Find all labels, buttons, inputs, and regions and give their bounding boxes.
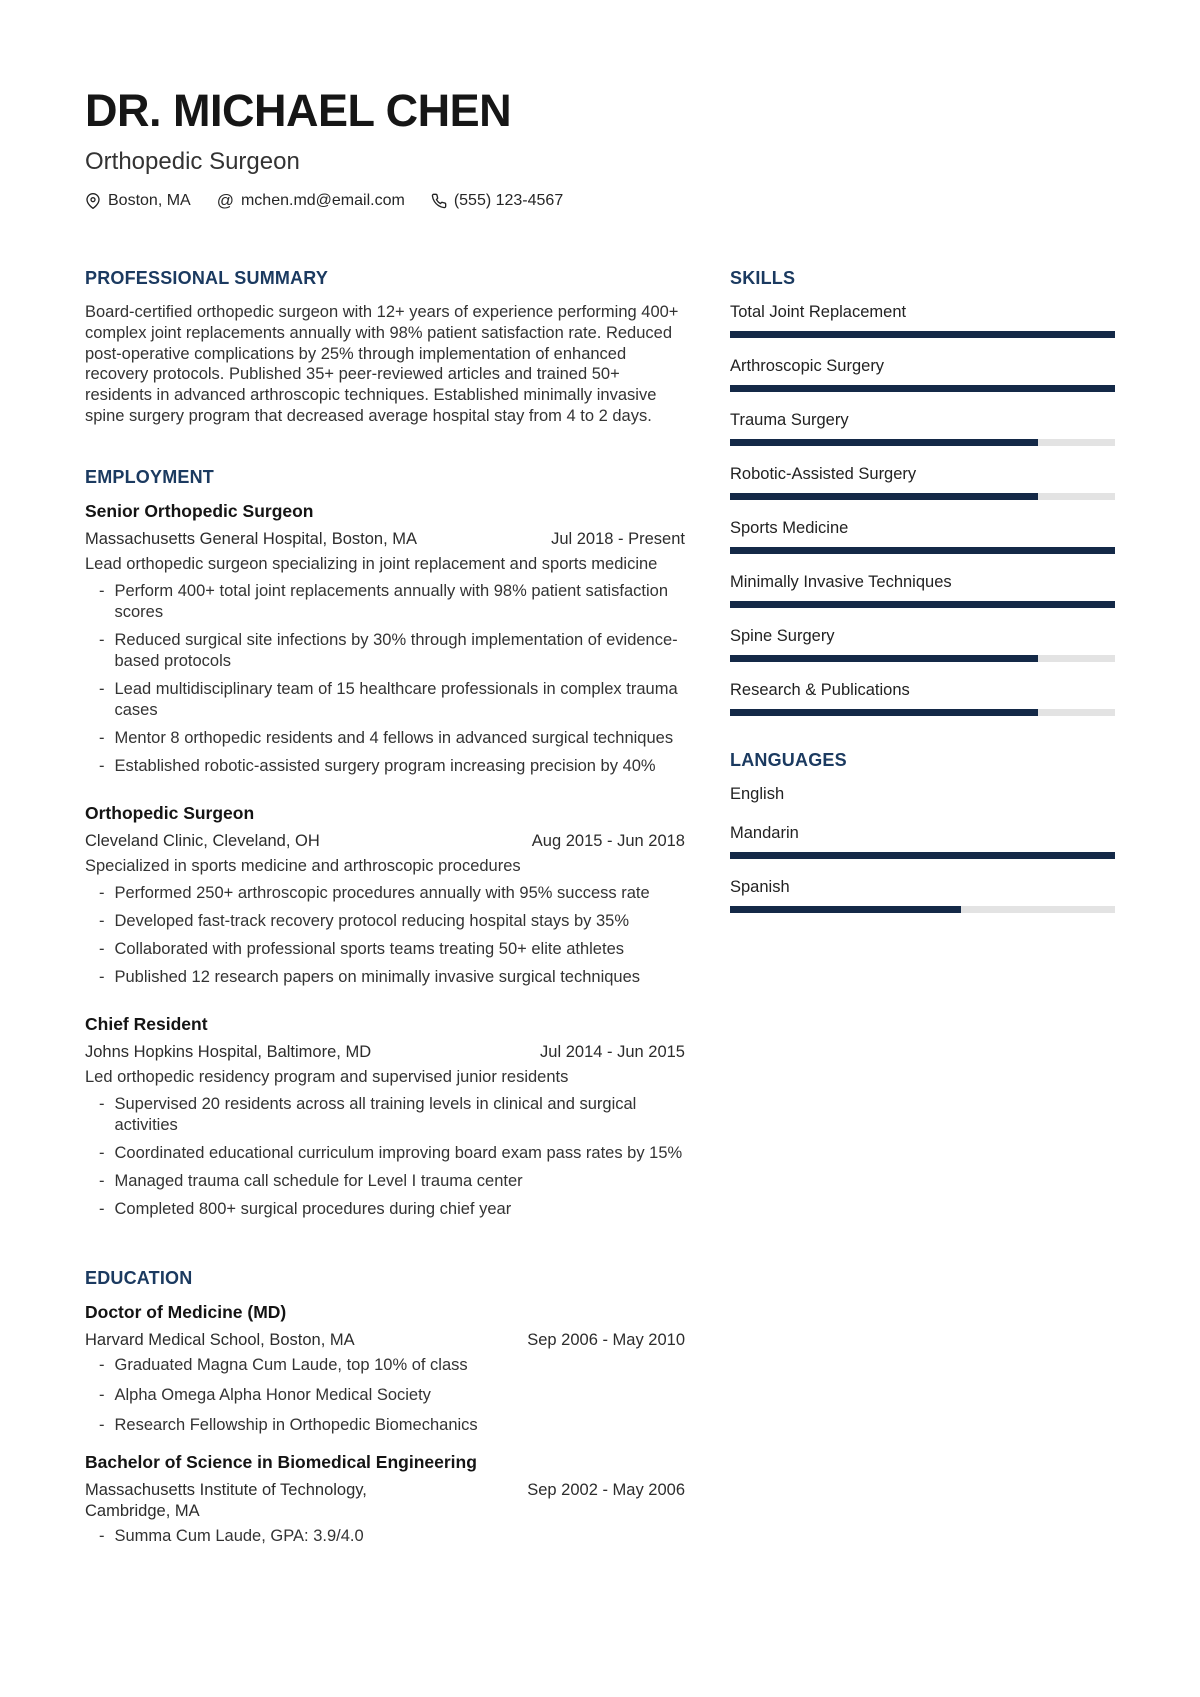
language-label: Mandarin bbox=[730, 824, 799, 842]
skill-bar-fill bbox=[730, 547, 1115, 554]
job-meta bbox=[85, 831, 685, 852]
contact-phone-text: (555) 123-4567 bbox=[453, 192, 564, 209]
job-meta bbox=[85, 1042, 685, 1063]
location-pin-icon bbox=[85, 193, 101, 209]
degree-dates: Sep 2006 - May 2010 bbox=[527, 1330, 685, 1349]
skill-label: Spine Surgery bbox=[730, 627, 835, 645]
job-bullets bbox=[99, 1094, 685, 1220]
skill-label: Research & Publications bbox=[730, 681, 910, 699]
degree-meta bbox=[85, 1330, 685, 1351]
skill-bar-track bbox=[730, 439, 1115, 446]
language-bar-track bbox=[730, 906, 1115, 913]
job-bullet: - Mentor 8 orthopedic residents and 4 fellows in advanced surgical techniques bbox=[99, 728, 685, 749]
degree-title: Doctor of Medicine (MD) bbox=[85, 1301, 287, 1322]
skill-label: Robotic-Assisted Surgery bbox=[730, 465, 917, 483]
languages-heading: LANGUAGES bbox=[730, 750, 847, 770]
language-bar-fill bbox=[730, 906, 961, 913]
skill-label: Minimally Invasive Techniques bbox=[730, 573, 952, 591]
side-column bbox=[730, 268, 1115, 1556]
language-item bbox=[730, 877, 1115, 913]
job-bullet: - Collaborated with professional sports teams treating 50+ elite athletes bbox=[99, 939, 685, 960]
contact-email-text: mchen.md@email.com bbox=[240, 192, 405, 209]
degree-bullet: - Summa Cum Laude, GPA: 3.9/4.0 bbox=[99, 1526, 685, 1547]
job-dates: Jul 2018 - Present bbox=[551, 529, 685, 548]
degree-school: Harvard Medical School, Boston, MA bbox=[85, 1330, 355, 1349]
job-bullet: - Established robotic-assisted surgery program increasing precision by 40% bbox=[99, 756, 685, 777]
job-dates: Aug 2015 - Jun 2018 bbox=[531, 831, 685, 850]
education-heading: EDUCATION bbox=[85, 1267, 193, 1288]
skill-bar-fill bbox=[730, 385, 1115, 392]
degree-bullet: - Research Fellowship in Orthopedic Biomechanics bbox=[99, 1415, 685, 1436]
summary-text: Board-certified orthopedic surgeon with 12+ years of experience performing 400+ complex joint replacements annually with 98% patient satisfaction rate. Reduced post-operative complications by 25% through implementation of enhanced recovery protocols. Published 35+ peer-reviewed articles and trained 50+ residents in advanced arthroscopic techniques. Established minimally invasive spine surgery program that decreased average hospital stay from 4 to 2 days. bbox=[85, 303, 679, 425]
content-columns bbox=[0, 268, 1200, 1556]
job-bullet: - Developed fast-track recovery protocol reducing hospital stays by 35% bbox=[99, 911, 685, 932]
degree-meta bbox=[85, 1480, 685, 1522]
language-label: English bbox=[730, 785, 785, 803]
summary-heading: PROFESSIONAL SUMMARY bbox=[85, 268, 329, 288]
contact-phone bbox=[431, 192, 563, 210]
job-dates: Jul 2014 - Jun 2015 bbox=[540, 1042, 685, 1061]
email-at-icon: @ bbox=[216, 191, 234, 210]
degree-bullets bbox=[99, 1355, 685, 1436]
job-entry bbox=[85, 803, 685, 988]
job-company: Johns Hopkins Hospital, Baltimore, MD bbox=[85, 1042, 372, 1061]
skill-item bbox=[730, 518, 1115, 554]
section-education bbox=[85, 1268, 685, 1547]
degree-dates: Sep 2002 - May 2006 bbox=[527, 1480, 685, 1499]
skill-bar-track bbox=[730, 709, 1115, 716]
job-company: Cleveland Clinic, Cleveland, OH bbox=[85, 831, 320, 850]
candidate-name: DR. MICHAEL CHEN bbox=[85, 85, 512, 136]
language-bar-track bbox=[730, 852, 1115, 859]
skill-item bbox=[730, 680, 1115, 716]
section-skills bbox=[730, 268, 1115, 716]
candidate-job-title: Orthopedic Surgeon bbox=[85, 148, 300, 175]
skill-bar-fill bbox=[730, 655, 1038, 662]
degree-entry bbox=[85, 1452, 685, 1547]
skill-bar-track bbox=[730, 601, 1115, 608]
skill-bar-track bbox=[730, 655, 1115, 662]
job-bullet: - Supervised 20 residents across all training levels in clinical and surgical activities bbox=[99, 1094, 685, 1136]
language-label: Spanish bbox=[730, 878, 790, 896]
job-description: Lead orthopedic surgeon specializing in joint replacement and sports medicine bbox=[85, 554, 658, 573]
section-employment bbox=[85, 467, 685, 1220]
resume-header bbox=[0, 0, 1200, 210]
degree-entry bbox=[85, 1302, 685, 1436]
skill-bar-track bbox=[730, 547, 1115, 554]
skill-bar-fill bbox=[730, 601, 1115, 608]
skill-item bbox=[730, 356, 1115, 392]
section-languages bbox=[730, 750, 1115, 913]
job-entry bbox=[85, 1014, 685, 1220]
job-bullet: - Coordinated educational curriculum improving board exam pass rates by 15% bbox=[99, 1143, 685, 1164]
skill-item bbox=[730, 572, 1115, 608]
skill-bar-track bbox=[730, 493, 1115, 500]
phone-icon bbox=[431, 193, 447, 209]
skill-bar-fill bbox=[730, 709, 1038, 716]
contact-location-text: Boston, MA bbox=[108, 192, 191, 209]
language-item bbox=[730, 784, 1115, 805]
degree-title: Bachelor of Science in Biomedical Engineering bbox=[85, 1451, 477, 1472]
job-title: Chief Resident bbox=[85, 1013, 208, 1034]
job-bullet: - Completed 800+ surgical procedures during chief year bbox=[99, 1199, 685, 1220]
skill-item bbox=[730, 410, 1115, 446]
job-description: Specialized in sports medicine and arthroscopic procedures bbox=[85, 856, 521, 875]
job-bullets bbox=[99, 883, 685, 988]
skills-heading: SKILLS bbox=[730, 268, 796, 288]
skill-item bbox=[730, 464, 1115, 500]
job-bullet: - Managed trauma call schedule for Level I trauma center bbox=[99, 1171, 685, 1192]
skill-label: Total Joint Replacement bbox=[730, 303, 907, 321]
section-professional-summary bbox=[85, 268, 685, 427]
job-description: Led orthopedic residency program and supervised junior residents bbox=[85, 1067, 569, 1086]
contact-email bbox=[217, 192, 405, 210]
main-column bbox=[85, 268, 685, 1556]
job-bullet: - Performed 250+ arthroscopic procedures annually with 95% success rate bbox=[99, 883, 685, 904]
job-bullet: - Lead multidisciplinary team of 15 healthcare professionals in complex trauma cases bbox=[99, 679, 685, 721]
degree-bullet: - Alpha Omega Alpha Honor Medical Society bbox=[99, 1385, 685, 1406]
skill-bar-fill bbox=[730, 439, 1038, 446]
degree-school-line1: Massachusetts Institute of Technology, bbox=[85, 1480, 367, 1499]
job-bullet: - Reduced surgical site infections by 30% through implementation of evidence-based protocols bbox=[99, 630, 685, 672]
skill-bar-track bbox=[730, 331, 1115, 338]
job-bullet: - Published 12 research papers on minimally invasive surgical techniques bbox=[99, 967, 685, 988]
language-item bbox=[730, 823, 1115, 859]
job-bullet: - Perform 400+ total joint replacements annually with 98% patient satisfaction scores bbox=[99, 581, 685, 623]
skill-label: Trauma Surgery bbox=[730, 411, 849, 429]
degree-bullet: - Graduated Magna Cum Laude, top 10% of class bbox=[99, 1355, 685, 1376]
job-company: Massachusetts General Hospital, Boston, MA bbox=[85, 529, 417, 548]
job-title: Senior Orthopedic Surgeon bbox=[85, 500, 314, 521]
job-bullets bbox=[99, 581, 685, 777]
degree-school-line2: Cambridge, MA bbox=[85, 1501, 200, 1520]
job-title: Orthopedic Surgeon bbox=[85, 802, 255, 823]
skill-label: Sports Medicine bbox=[730, 519, 849, 537]
skill-bar-track bbox=[730, 385, 1115, 392]
contact-row bbox=[85, 192, 1115, 210]
skill-label: Arthroscopic Surgery bbox=[730, 357, 885, 375]
degree-school bbox=[85, 1480, 367, 1522]
contact-location bbox=[85, 192, 191, 210]
job-entry bbox=[85, 501, 685, 777]
skill-item bbox=[730, 302, 1115, 338]
language-bar-fill bbox=[730, 852, 1115, 859]
skill-item bbox=[730, 626, 1115, 662]
degree-bullets bbox=[99, 1526, 685, 1547]
skill-bar-fill bbox=[730, 331, 1115, 338]
employment-heading: EMPLOYMENT bbox=[85, 466, 215, 487]
job-meta bbox=[85, 529, 685, 550]
skill-bar-fill bbox=[730, 493, 1038, 500]
